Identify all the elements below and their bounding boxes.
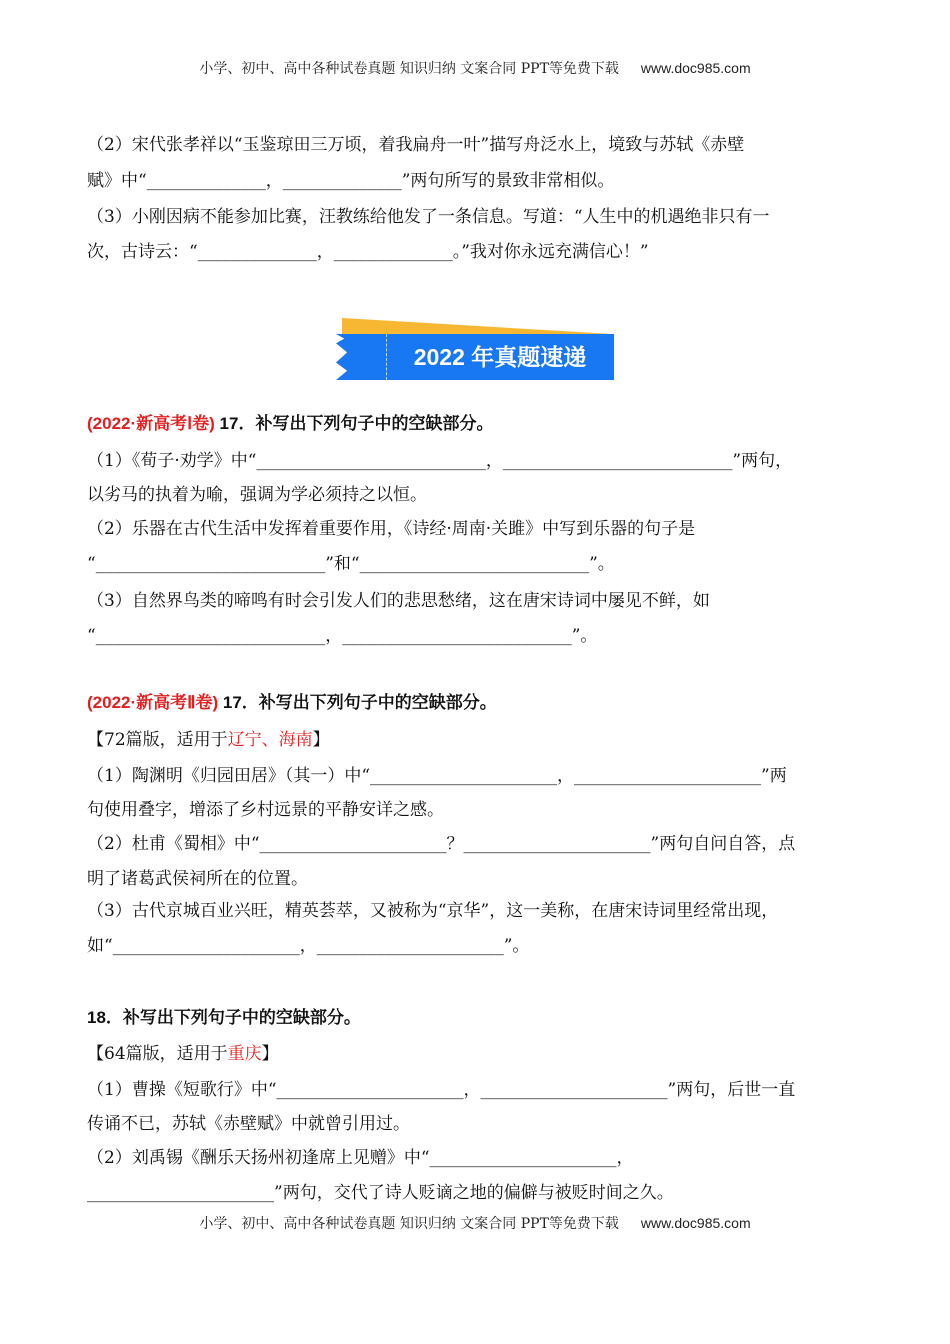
text-segment: “___________________________，___________________________”。 (87, 626, 598, 646)
text-segment: 17．补写出下列句子中的空缺部分。 (214, 414, 494, 433)
text-line (87, 484, 427, 506)
text-line (87, 1043, 279, 1065)
text-line (87, 765, 787, 787)
text-segment: （2）刘禹锡《酬乐天扬州初逢席上见赠》中“______________________， (87, 1148, 634, 1168)
section-banner (330, 318, 614, 380)
text-segment: 传诵不已，苏轼《赤壁赋》中就曾引用过。 (87, 1114, 410, 1134)
text-segment: 】 (312, 730, 330, 750)
text-line (87, 900, 778, 922)
banner-title: 2022 年真题速递 (413, 344, 587, 370)
text-line (87, 1007, 361, 1029)
text-segment: 17．补写出下列句子中的空缺部分。 (218, 693, 497, 712)
text-line (87, 868, 308, 890)
footer-url: www.doc985.com (640, 1215, 751, 1231)
banner-tape (342, 318, 612, 334)
text-line (87, 206, 770, 228)
text-segment: 【72篇版，适用于 (87, 730, 228, 750)
header-text: 小学、初中、高中各种试卷真题 知识归纳 文案合同 PPT等免费下载 (199, 61, 619, 77)
text-line (87, 1182, 674, 1204)
text-segment: “___________________________”和“___________________________”。 (87, 554, 615, 574)
text-segment: 18．补写出下列句子中的空缺部分。 (87, 1008, 361, 1027)
text-segment: （2）乐器在古代生活中发挥着重要作用，《诗经·周南·关雎》中写到乐器的句子是 (87, 519, 696, 539)
text-segment: 次，古诗云：“______________，______________。”我对你永远充满信心！” (87, 242, 649, 262)
text-line (87, 413, 493, 435)
header-url: www.doc985.com (640, 60, 751, 76)
text-segment: （3）小刚因病不能参加比赛，汪教练给他发了一条信息。写道：“人生中的机遇绝非只有一 (87, 207, 770, 227)
text-line (87, 134, 744, 156)
text-segment: （1）曹操《短歌行》中“______________________，______________________”两句，后世一直 (87, 1080, 796, 1100)
text-line (87, 692, 497, 714)
text-segment: 明了诸葛武侯祠所在的位置。 (87, 869, 308, 889)
text-segment: 句使用叠字，增添了乡村远景的平静安详之感。 (87, 800, 444, 820)
text-line (87, 1147, 634, 1169)
text-line (87, 1113, 410, 1135)
text-line (87, 553, 615, 575)
text-line (87, 1079, 795, 1101)
text-segment: （3）自然界鸟类的啼鸣有时会引发人们的悲思愁绪，这在唐宋诗词中屡见不鲜，如 (87, 591, 710, 611)
region-label: 辽宁、海南 (227, 730, 313, 750)
text-line (87, 518, 695, 540)
text-segment: ______________________”两句，交代了诗人贬谪之地的偏僻与被贬时间之久。 (87, 1183, 674, 1203)
text-line (87, 729, 330, 751)
text-segment: （1）陶渊明《归园田居》（其一）中“______________________，______________________”两 (87, 766, 787, 786)
text-line (87, 450, 792, 472)
text-line (87, 833, 795, 855)
source-label: (2022·新高考Ⅰ卷) (87, 414, 215, 433)
footer-text: 小学、初中、高中各种试卷真题 知识归纳 文案合同 PPT等免费下载 (199, 1216, 619, 1232)
text-segment: 赋》中“______________，______________”两句所写的景致非常相似。 (87, 171, 615, 191)
text-line (87, 625, 597, 647)
text-segment: 】 (261, 1044, 279, 1064)
text-line (87, 241, 649, 263)
text-line (87, 935, 529, 957)
page-header (0, 58, 950, 78)
text-segment: （2）宋代张孝祥以“玉鉴琼田三万顷，着我扁舟一叶”描写舟泛水上，境致与苏轼《赤壁 (87, 135, 745, 155)
text-segment: （3）古代京城百业兴旺，精英荟萃，又被称为“京华”，这一美称，在唐宋诗词里经常出现， (87, 901, 779, 921)
text-line (87, 799, 444, 821)
text-segment: 以劣马的执着为喻，强调为学必须持之以恒。 (87, 485, 427, 505)
text-line (87, 170, 614, 192)
source-label: (2022·新高考Ⅱ卷) (87, 693, 219, 712)
page-footer (0, 1213, 950, 1233)
text-segment: （1）《荀子·劝学》中“___________________________，___________________________”两句， (87, 451, 793, 471)
region-label: 重庆 (227, 1044, 262, 1064)
text-segment: 【64篇版，适用于 (87, 1044, 228, 1064)
text-line (87, 590, 710, 612)
text-segment: 如“______________________，______________________”。 (87, 936, 530, 956)
text-segment: （2）杜甫《蜀相》中“______________________？______________________”两句自问自答，点 (87, 834, 796, 854)
